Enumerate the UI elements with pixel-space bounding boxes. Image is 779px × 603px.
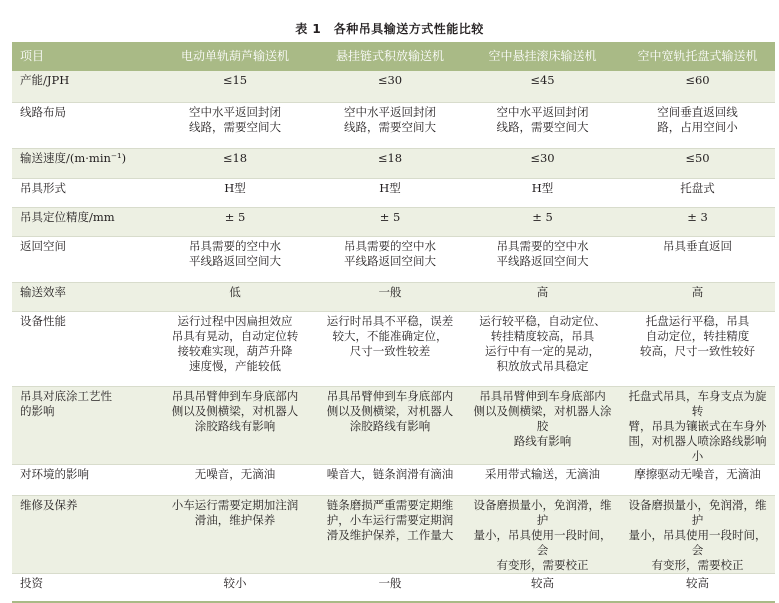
table-caption: 表 1 各种吊具输送方式性能比较: [295, 22, 484, 36]
row-label: 吊具对底涂工艺性 的影响: [12, 386, 155, 464]
column-header-electric-monorail: 电动单轨葫芦输送机: [180, 49, 289, 63]
table-cell: ≤50: [620, 148, 775, 178]
table-cell: ± 5: [315, 207, 465, 236]
table-cell: 空中水平返回封闭 线路，需要空间大: [315, 102, 465, 148]
table-row: [12, 236, 775, 282]
table-cell: 设备磨损量小，免润滑，维护 量小，吊具使用一段时间，会 有变形，需要校正: [620, 495, 775, 573]
table-cell: 托盘式: [620, 178, 775, 207]
table-cell: 运行过程中因扁担效应 吊具有晃动，自动定位转 接较难实现，葫芦升降 速度慢，产能较低: [155, 311, 315, 386]
table-row: [12, 148, 775, 178]
table-cell: H型: [315, 178, 465, 207]
table-cell: H型: [155, 178, 315, 207]
table-cell: ≤30: [315, 71, 465, 102]
table-cell: 托盘运行平稳，吊具 自动定位，转挂精度 较高，尺寸一致性较好: [620, 311, 775, 386]
table-cell: ± 5: [155, 207, 315, 236]
table-row: [12, 464, 775, 495]
table-cell: ≤18: [315, 148, 465, 178]
table-cell: 吊具需要的空中水 平线路返回空间大: [465, 236, 620, 282]
table-cell: 吊具需要的空中水 平线路返回空间大: [155, 236, 315, 282]
table-row: [12, 495, 775, 573]
row-label: 吊具形式: [12, 178, 155, 207]
table-cell: 运行时吊具不平稳，误差 较大，不能准确定位， 尺寸一致性较差: [315, 311, 465, 386]
table-cell: 摩擦驱动无噪音，无滴油: [620, 464, 775, 495]
row-label: 对环境的影响: [12, 464, 155, 495]
table-cell: 高: [620, 282, 775, 311]
column-header-wide-rail-pallet: 空中宽轨托盘式输送机: [637, 49, 758, 63]
row-label: 产能/JPH: [12, 71, 155, 102]
table-cell: ≤30: [465, 148, 620, 178]
table-cell: 吊具吊臂伸到车身底部内 侧以及侧横梁，对机器人涂胶 路线有影响: [465, 386, 620, 464]
row-label: 维修及保养: [12, 495, 155, 573]
table-cell: 链条磨损严重需要定期维 护，小车运行需要定期润 滑及维护保养，工作量大: [315, 495, 465, 573]
comparison-table: [12, 42, 775, 603]
table-cell: 吊具吊臂伸到车身底部内 侧以及侧横梁，对机器人 涂胶路线有影响: [315, 386, 465, 464]
table-row: [12, 178, 775, 207]
table-cell: 高: [465, 282, 620, 311]
table-cell: 低: [155, 282, 315, 311]
table-cell: 较高: [620, 573, 775, 602]
row-label: 设备性能: [12, 311, 155, 386]
table-cell: 小车运行需要定期加注润 滑油，维护保养: [155, 495, 315, 573]
table-cell: 空间垂直返回线 路，占用空间小: [620, 102, 775, 148]
table-cell: 一般: [315, 282, 465, 311]
table-cell: ± 5: [465, 207, 620, 236]
row-label: 线路布局: [12, 102, 155, 148]
column-header-item: 项目: [20, 49, 45, 63]
table-cell: ≤60: [620, 71, 775, 102]
table-header-row: [12, 42, 775, 71]
table-row: [12, 102, 775, 148]
row-label: 吊具定位精度/mm: [12, 207, 155, 236]
table-cell: 无噪音，无滴油: [155, 464, 315, 495]
table-cell: 吊具垂直返回: [620, 236, 775, 282]
table-cell: ≤18: [155, 148, 315, 178]
row-label: 返回空间: [12, 236, 155, 282]
row-label: 投资: [12, 573, 155, 602]
column-header-power-free-chain: 悬挂链式积放输送机: [335, 49, 444, 63]
table-row: [12, 282, 775, 311]
table-row: [12, 573, 775, 602]
table-cell: 托盘式吊具，车身支点为旋转 臂，吊具为镶嵌式在车身外 围，对机器人喷涂路线影响小: [620, 386, 775, 464]
row-label: 输送效率: [12, 282, 155, 311]
table-cell: ± 3: [620, 207, 775, 236]
table-cell: 空中水平返回封闭 线路，需要空间大: [465, 102, 620, 148]
table-cell: 运行较平稳，自动定位、 转挂精度较高，吊具 运行中有一定的晃动， 积放放式吊具稳定: [465, 311, 620, 386]
table-cell: 吊具需要的空中水 平线路返回空间大: [315, 236, 465, 282]
table-cell: 较高: [465, 573, 620, 602]
table-cell: 空中水平返回封闭 线路，需要空间大: [155, 102, 315, 148]
row-label: 输送速度/(m·min⁻¹): [12, 148, 155, 178]
table-cell: 吊具吊臂伸到车身底部内 侧以及侧横梁，对机器人 涂胶路线有影响: [155, 386, 315, 464]
column-header-overhead-roller-bed: 空中悬挂滚床输送机: [488, 49, 597, 63]
table-row: [12, 207, 775, 236]
table-row: [12, 386, 775, 464]
table-cell: ≤45: [465, 71, 620, 102]
table-cell: ≤15: [155, 71, 315, 102]
table-cell: 一般: [315, 573, 465, 602]
table-cell: 噪音大，链条润滑有滴油: [315, 464, 465, 495]
table-row: [12, 71, 775, 102]
table-cell: H型: [465, 178, 620, 207]
table-cell: 设备磨损量小，免润滑，维护 量小，吊具使用一段时间，会 有变形，需要校正: [465, 495, 620, 573]
table-cell: 采用带式输送，无滴油: [465, 464, 620, 495]
table-cell: 较小: [155, 573, 315, 602]
table-row: [12, 311, 775, 386]
